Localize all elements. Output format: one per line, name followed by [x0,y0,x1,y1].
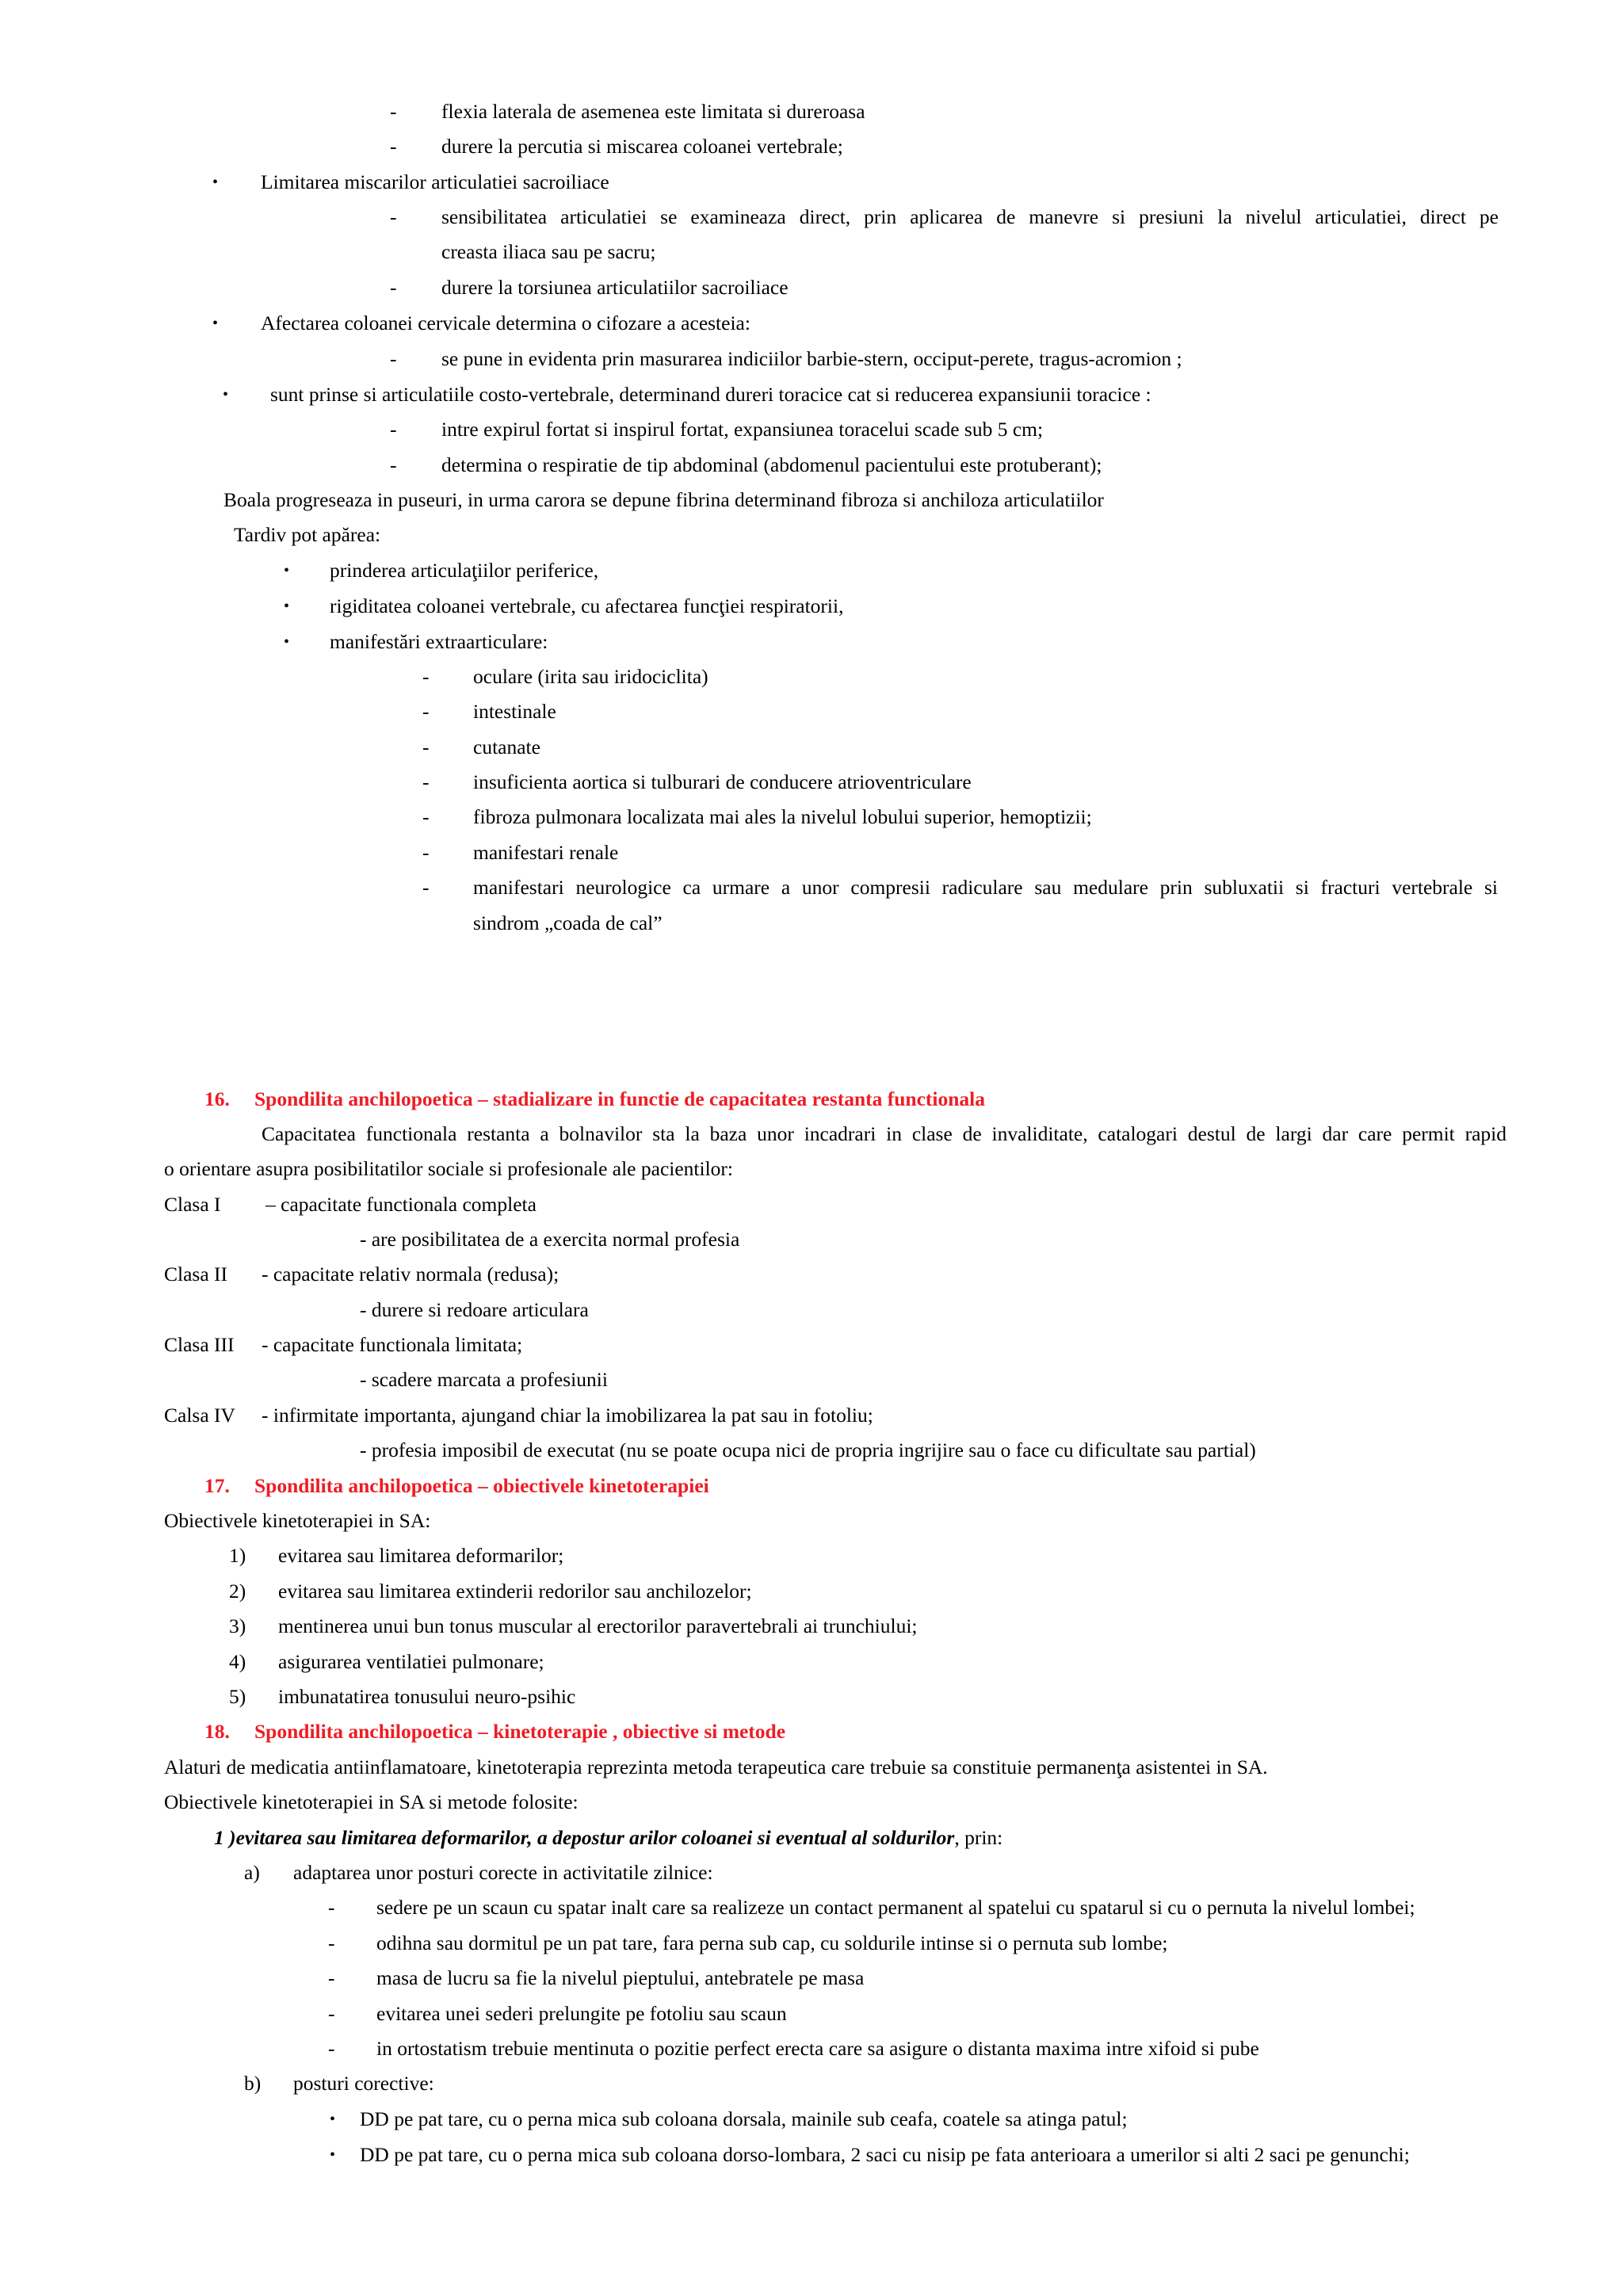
numbered-item: evitarea sau limitarea extinderii redorilor sau anchilozelor; [278,1580,752,1603]
section-number: 16. [204,1087,230,1110]
lettered-item: posturi corective: [293,2072,434,2095]
numbered-marker: 5) [229,1685,246,1708]
dash-marker: - [328,1966,335,1989]
bullet-item: DD pe pat tare, cu o perna mica sub coloana dorsala, mainile sub ceafa, coatele sa atinga patul; [360,2107,1128,2130]
list-item: oculare (irita sau iridociclita) [473,665,708,688]
list-item: manifestari renale [473,841,619,864]
section-heading: Spondilita anchilopoetica – stadializare in functie de capacitatea restanta functionala [254,1087,986,1110]
list-item: cutanate [473,735,540,758]
dash-marker: - [328,1931,335,1954]
dash-marker: - [422,700,430,723]
paragraph: Obiectivele kinetoterapiei in SA si metode folosite: [164,1790,579,1813]
dash-marker: - [390,276,397,299]
class-label: Clasa I [164,1193,221,1216]
numbered-marker: 1) [229,1544,246,1567]
objective-title: 1 )evitarea sau limitarea deformarilor, a depostur arilor coloanei si eventual al soldurilor [214,1826,955,1849]
dash-marker: - [328,2037,335,2060]
numbered-item: mentinerea unui bun tonus muscular al erectorilor paravertebrali ai trunchiului; [278,1614,918,1637]
dash-marker: - [390,100,397,123]
list-item: odihna sau dormitul pe un pat tare, fara perna sub cap, cu soldurile intinse si o pernuta sub lombe; [376,1931,1168,1954]
dash-marker: - [422,665,430,688]
objective-line [214,1828,1002,1848]
paragraph: o orientare asupra posibilitatilor sociale si profesionale ale pacientilor: [164,1157,733,1180]
list-item: fibroza pulmonara localizata mai ales la nivelul lobului superior, hemoptizii; [473,805,1092,828]
section-heading: Spondilita anchilopoetica – kinetoterapie , obiective si metode [254,1720,786,1743]
numbered-marker: 4) [229,1650,246,1673]
bullet-marker: • [223,386,229,403]
bullet-item: prinderea articulaţiilor periferice, [330,559,599,582]
numbered-marker: 3) [229,1614,246,1637]
bullet-item: Afectarea coloanei cervicale determina o cifozare a acesteia: [261,311,750,334]
class-label: Clasa II [164,1263,228,1286]
lettered-marker: b) [244,2072,262,2095]
dash-marker: - [390,135,397,158]
paragraph: Obiectivele kinetoterapiei in SA: [164,1509,431,1532]
class-detail: - scadere marcata a profesiunii [360,1368,608,1391]
numbered-item: imbunatatirea tonusului neuro-psihic [278,1685,576,1708]
objective-tail: , prin: [954,1826,1003,1849]
dash-marker: - [390,453,397,476]
list-item: masa de lucru sa fie la nivelul pieptului, antebratele pe masa [376,1966,865,1989]
list-item: se pune in evidenta prin masurarea indiciilor barbie-stern, occiput-perete, tragus-acromion ; [441,347,1182,370]
paragraph: Alaturi de medicatia antiinflamatoare, kinetoterapia reprezinta metoda terapeutica care trebuie sa constituie permanenţa asistentei in SA. [164,1755,1268,1778]
class-detail: - durere si redoare articulara [360,1298,589,1321]
list-item-continuation: creasta iliaca sau pe sacru; [441,240,656,263]
dash-marker: - [328,1896,335,1919]
class-description: - infirmitate importanta, ajungand chiar la imobilizarea la pat sau in fotoliu; [262,1404,873,1427]
dash-marker: - [390,418,397,441]
lettered-marker: a) [244,1861,260,1884]
numbered-item: asigurarea ventilatiei pulmonare; [278,1650,544,1673]
list-item: sensibilitatea articulatiei se examineaza direct, prin aplicarea de manevre si presiuni la nivelul articulatiei, direct pe [441,205,1499,228]
dash-marker: - [422,770,430,793]
bullet-item: rigiditatea coloanei vertebrale, cu afectarea funcţiei respiratorii, [330,594,844,617]
bullet-item: Limitarea miscarilor articulatiei sacroiliace [261,170,609,193]
class-detail: - profesia imposibil de executat (nu se poate ocupa nici de propria ingrijire sau o face cu dificultate sau partial) [360,1438,1256,1461]
list-item: durere la torsiunea articulatiilor sacroiliace [441,276,789,299]
bullet-marker: • [284,598,290,615]
bullet-marker: • [284,633,290,651]
bullet-marker: • [330,2146,336,2164]
list-item: intre expirul fortat si inspirul fortat, expansiunea toracelui scade sub 5 cm; [441,418,1044,441]
bullet-marker: • [284,562,290,579]
list-item: evitarea unei sederi prelungite pe fotoliu sau scaun [376,2002,787,2025]
bullet-marker: • [212,174,219,191]
paragraph: Capacitatea functionala restanta a bolnavilor sta la baza unor incadrari in clase de invaliditate, catalogari destul de largi dar care permit rapid [262,1122,1507,1145]
bullet-item: manifestări extraarticulare: [330,630,548,653]
list-item: intestinale [473,700,556,723]
section-number: 18. [204,1720,230,1743]
list-item-continuation: sindrom „coada de cal” [473,911,663,934]
lettered-item: adaptarea unor posturi corecte in activitatile zilnice: [293,1861,713,1884]
list-item: sedere pe un scaun cu spatar inalt care sa realizeze un contact permanent al spatelui cu spatarul si cu o pernuta la nivelul lombei; [376,1896,1415,1919]
bullet-marker: • [330,2111,336,2128]
dash-marker: - [328,2002,335,2025]
numbered-marker: 2) [229,1580,246,1603]
section-heading: Spondilita anchilopoetica – obiectivele kinetoterapiei [254,1474,709,1497]
list-item: manifestari neurologice ca urmare a unor compresii radiculare sau medulare prin subluxatii si fracturi vertebrale si [473,876,1498,899]
dash-marker: - [390,205,397,228]
numbered-item: evitarea sau limitarea deformarilor; [278,1544,564,1567]
dash-marker: - [422,735,430,758]
list-item: in ortostatism trebuie mentinuta o pozitie perfect erecta care sa asigure o distanta maxima intre xifoid si pube [376,2037,1259,2060]
class-label: Clasa III [164,1333,235,1356]
list-item: durere la percutia si miscarea coloanei vertebrale; [441,135,843,158]
class-detail: - are posibilitatea de a exercita normal profesia [360,1228,740,1251]
dash-marker: - [422,841,430,864]
dash-marker: - [422,876,430,899]
class-label: Calsa IV [164,1404,235,1427]
bullet-item: sunt prinse si articulatiile costo-vertebrale, determinand dureri toracice cat si reducerea expansiunii toracice : [270,383,1151,406]
dash-marker: - [422,805,430,828]
class-description: - capacitate functionala limitata; [262,1333,523,1356]
class-description: - capacitate relativ normala (redusa); [262,1263,559,1286]
paragraph: Boala progreseaza in puseuri, in urma carora se depune fibrina determinand fibroza si anchiloza articulatiilor [223,488,1104,511]
list-item: determina o respiratie de tip abdominal (abdomenul pacientului este protuberant); [441,453,1102,476]
bullet-marker: • [212,315,219,332]
dash-marker: - [390,347,397,370]
class-description: – capacitate functionala completa [265,1193,537,1216]
paragraph: Tardiv pot apărea: [234,523,381,546]
list-item: insuficienta aortica si tulburari de conducere atrioventriculare [473,770,972,793]
list-item: flexia laterala de asemenea este limitata si dureroasa [441,100,865,123]
bullet-item: DD pe pat tare, cu o perna mica sub coloana dorso-lombara, 2 saci cu nisip pe fata anterioara a umerilor si alti 2 saci pe genunchi; [360,2143,1410,2166]
section-number: 17. [204,1474,230,1497]
